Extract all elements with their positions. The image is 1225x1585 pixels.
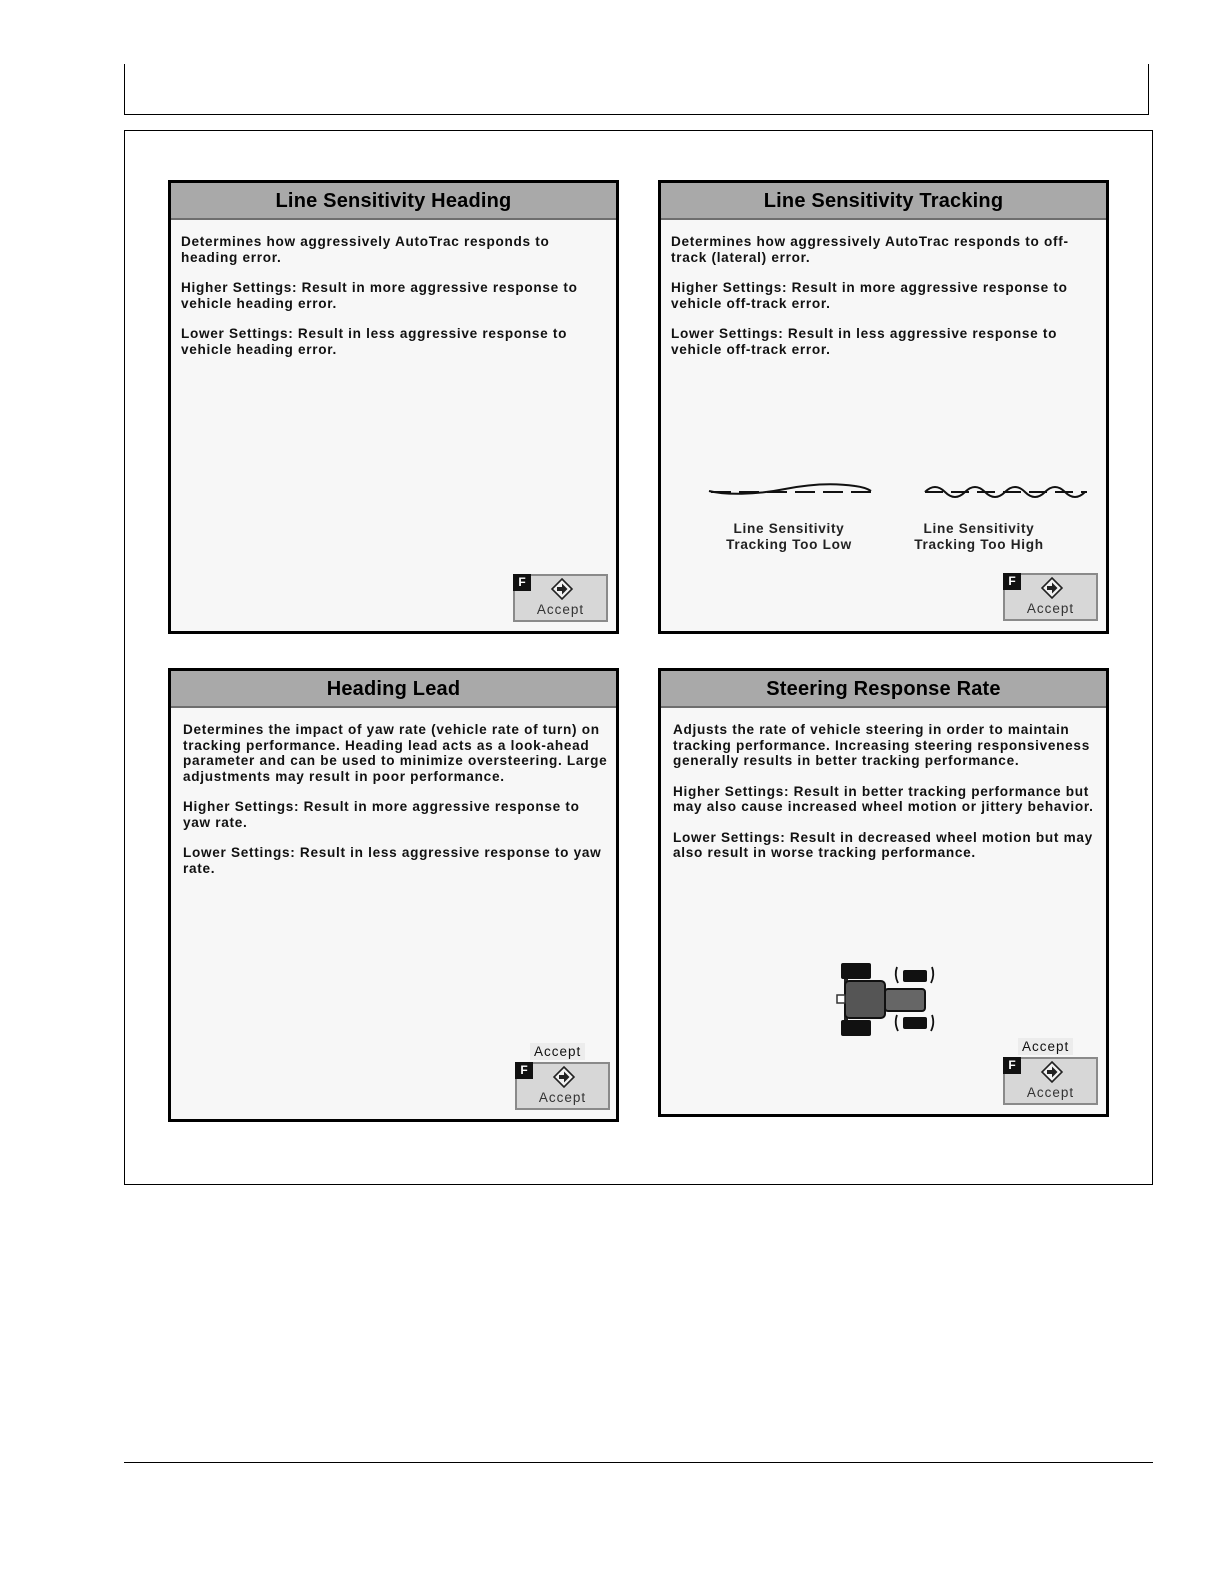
panel-title: Steering Response Rate (661, 671, 1106, 708)
description-text: Determines the impact of yaw rate (vehicle rate of turn) on tracking performance. Heading lead acts as a look-ahead parameter and can be used to minimize oversteering. Large adjustments may result in poor performance. (183, 722, 608, 784)
accept-arrow-icon (1041, 1061, 1063, 1083)
lower-settings-text: Lower Settings: Result in less aggressive response to vehicle off-track error. (671, 326, 1058, 357)
panel-title: Line Sensitivity Tracking (661, 183, 1106, 220)
lower-settings-text: Lower Settings: Result in less aggressive response to yaw rate. (183, 845, 602, 876)
description-text: Adjusts the rate of vehicle steering in order to maintain tracking performance. Increasing steering responsiveness generally results in better tracking performance. (673, 722, 1090, 768)
higher-settings-text: Higher Settings: Result in more aggressive response to vehicle off-track error. (671, 280, 1068, 311)
description-text: Determines how aggressively AutoTrac responds to off-track (lateral) error. (671, 234, 1069, 265)
line-sensitivity-tracking-panel (658, 180, 1109, 634)
accept-label: Accept (1026, 1085, 1075, 1100)
tracking-too-high-label (894, 521, 1064, 552)
accept-tooltip: Accept (1018, 1038, 1073, 1055)
label-line: Tracking Too High (914, 536, 1044, 552)
accept-button[interactable] (1003, 573, 1098, 621)
accept-label: Accept (536, 602, 585, 617)
label-line: Line Sensitivity (733, 521, 845, 536)
description-text: Determines how aggressively AutoTrac responds to heading error. (181, 234, 550, 265)
footer-rule (124, 1462, 1153, 1463)
accept-label: Accept (538, 1090, 587, 1105)
lower-settings-text: Lower Settings: Result in less aggressive response to vehicle heading error. (181, 326, 568, 357)
accept-button[interactable] (515, 1062, 610, 1110)
higher-settings-text: Higher Settings: Result in better tracking performance but may also cause increased wheel motion or jittery behavior. (673, 783, 1094, 814)
tracking-too-high-diagram (923, 479, 1089, 501)
accept-arrow-icon (553, 1066, 575, 1088)
accept-tooltip: Accept (530, 1043, 585, 1060)
panel-title: Line Sensitivity Heading (171, 183, 616, 220)
accept-arrow-icon (551, 578, 573, 600)
label-line: Tracking Too Low (726, 536, 852, 552)
heading-lead-panel (168, 668, 619, 1122)
lower-settings-text: Lower Settings: Result in decreased wheel motion but may also result in worse tracking performance. (673, 829, 1093, 860)
tracking-too-low-diagram (705, 479, 877, 501)
steering-response-rate-panel (658, 668, 1109, 1117)
accept-label: Accept (1026, 601, 1075, 616)
tractor-steering-icon (835, 962, 939, 1036)
accept-arrow-icon (1041, 577, 1063, 599)
higher-settings-text: Higher Settings: Result in more aggressive response to vehicle heading error. (181, 280, 578, 311)
panel-title: Heading Lead (171, 671, 616, 708)
f-key-badge: F (513, 574, 531, 591)
higher-settings-text: Higher Settings: Result in more aggressive response to yaw rate. (183, 799, 580, 830)
tracking-too-low-label (704, 521, 874, 552)
label-line: Line Sensitivity (923, 521, 1035, 536)
accept-button[interactable] (1003, 1057, 1098, 1105)
f-key-badge: F (1003, 1057, 1021, 1074)
f-key-badge: F (1003, 573, 1021, 590)
accept-button[interactable] (513, 574, 608, 622)
f-key-badge: F (515, 1062, 533, 1079)
line-sensitivity-heading-panel (168, 180, 619, 634)
header-frame (124, 64, 1149, 115)
